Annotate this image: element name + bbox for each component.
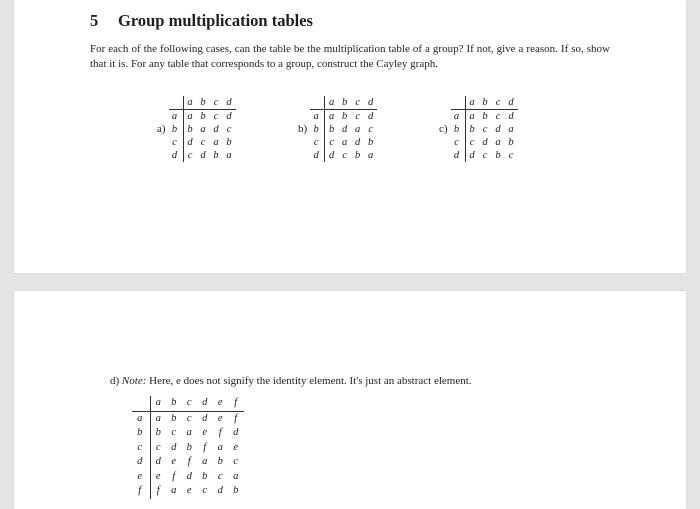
table-cell: c	[233, 456, 239, 467]
table-cell: f	[218, 427, 222, 438]
table-cell: c	[187, 150, 193, 161]
table-cell: c	[213, 111, 219, 122]
column-header-cell: a	[465, 96, 479, 110]
table-cell: a	[469, 111, 475, 122]
table-cell: a	[200, 124, 206, 135]
table-cell: e	[217, 412, 223, 424]
table-row	[169, 123, 236, 136]
column-header-cell: b	[197, 96, 210, 110]
table-cell: a	[226, 150, 232, 161]
row-header-cell: d	[169, 149, 184, 162]
table-cell: e	[171, 456, 177, 467]
row-header-cell: d	[451, 149, 466, 162]
table-cell: c	[482, 124, 488, 135]
table-row	[310, 123, 377, 136]
table-cell: b	[200, 111, 206, 122]
table-header-row	[310, 96, 377, 110]
table-row	[451, 123, 518, 136]
table-cell: a	[329, 111, 335, 122]
table-cell: d	[200, 150, 206, 161]
row-header-cell: c	[310, 136, 325, 149]
table-row	[169, 149, 236, 162]
table-cell: a	[186, 427, 192, 438]
section-number: 5	[90, 11, 99, 30]
table-row	[132, 455, 244, 470]
table-cell: d	[213, 124, 219, 135]
table-cell: b	[187, 124, 193, 135]
row-header-cell: a	[310, 110, 325, 124]
table-cell: c	[155, 441, 161, 453]
table-row	[451, 136, 518, 149]
table-cell: d	[482, 137, 488, 148]
table-cell: b	[233, 485, 239, 496]
table-row	[310, 136, 377, 149]
table-cell: f	[156, 485, 160, 496]
table-cell: a	[233, 470, 239, 482]
table-cell: a	[187, 111, 193, 122]
table-cell: b	[469, 124, 475, 135]
table-header-row	[169, 96, 236, 110]
table-corner-cell	[310, 96, 325, 110]
column-header-cell: d	[505, 96, 518, 110]
table-cell: a	[508, 124, 514, 135]
table-cell: b	[186, 441, 192, 453]
table-header-row	[451, 96, 518, 110]
table-cell: d	[233, 427, 239, 438]
row-header-cell: c	[169, 136, 184, 149]
table-cell: d	[342, 124, 348, 135]
column-header-cell: e	[213, 396, 229, 411]
table-cell: f	[172, 470, 176, 482]
table-cell: c	[495, 111, 501, 122]
column-header-cell: d	[223, 96, 236, 110]
table-cell: b	[226, 137, 232, 148]
column-header-cell: b	[338, 96, 351, 110]
table-cell: d	[202, 412, 208, 424]
table-cell: c	[355, 111, 360, 122]
table-cell: a	[355, 124, 361, 135]
table-a-block	[157, 96, 236, 162]
row-header-cell: f	[132, 484, 150, 499]
table-cell: f	[234, 412, 238, 424]
table-cell: b	[171, 412, 177, 424]
column-header-cell: a	[183, 96, 197, 110]
column-header-cell: d	[197, 396, 213, 411]
column-header-cell: c	[210, 96, 223, 110]
table-cell: d	[155, 456, 161, 467]
table-c-label: c)	[439, 123, 448, 135]
note-lead: Note:	[121, 375, 147, 387]
table-cell: b	[213, 150, 219, 161]
table-cell: c	[217, 470, 223, 482]
table-row	[451, 110, 518, 124]
table-cell: d	[508, 111, 514, 122]
table-cell: c	[508, 150, 514, 161]
table-row	[132, 470, 244, 485]
column-header-cell: c	[351, 96, 364, 110]
part-d-label: d)	[110, 375, 120, 387]
table-cell: f	[203, 441, 207, 453]
cayley-table-c	[451, 96, 518, 162]
table-cell: c	[329, 137, 334, 148]
row-header-cell: b	[169, 123, 184, 136]
table-cell: b	[508, 137, 514, 148]
note-text: Here, e does not signify the identity element. It's just an abstract element.	[149, 375, 472, 387]
table-c-block	[439, 96, 518, 162]
column-header-cell: b	[479, 96, 492, 110]
cayley-table-d	[132, 396, 244, 499]
table-cell: a	[217, 441, 223, 453]
column-header-cell: f	[228, 396, 244, 411]
row-header-cell: a	[132, 411, 150, 426]
table-row	[310, 110, 377, 124]
table-cell: b	[202, 470, 208, 482]
table-cell: e	[155, 470, 161, 482]
table-cell: e	[186, 485, 192, 496]
table-corner-cell	[451, 96, 466, 110]
table-cell: b	[155, 427, 161, 438]
cayley-table-b	[310, 96, 377, 162]
table-cell: b	[495, 150, 501, 161]
table-cell: d	[186, 470, 192, 482]
table-cell: d	[187, 137, 193, 148]
table-row	[451, 149, 518, 162]
row-header-cell: a	[169, 110, 184, 124]
column-header-cell: d	[364, 96, 377, 110]
row-header-cell: d	[310, 149, 325, 162]
table-cell: a	[171, 485, 177, 496]
column-header-cell: c	[492, 96, 505, 110]
table-cell: d	[469, 150, 475, 161]
table-cell: a	[155, 412, 161, 424]
row-header-cell: c	[132, 441, 150, 456]
table-header-row	[132, 396, 244, 411]
row-header-cell: e	[132, 470, 150, 485]
table-b-label: b)	[298, 123, 308, 135]
table-b-block	[298, 96, 377, 162]
table-d-block	[132, 396, 244, 499]
table-cell: d	[217, 485, 223, 496]
table-a-label: a)	[157, 123, 166, 135]
table-cell: d	[226, 111, 232, 122]
table-cell: c	[226, 124, 232, 135]
table-cell: c	[186, 412, 192, 424]
row-header-cell: a	[451, 110, 466, 124]
table-cell: d	[329, 150, 335, 161]
table-cell: d	[171, 441, 177, 453]
table-cell: e	[233, 441, 239, 453]
table-cell: d	[495, 124, 501, 135]
table-cell: e	[202, 427, 208, 438]
table-row	[169, 136, 236, 149]
table-cell: b	[217, 456, 223, 467]
document-page-2	[14, 291, 686, 509]
table-cell: d	[355, 137, 361, 148]
row-header-cell: b	[132, 426, 150, 441]
table-cell: b	[482, 111, 488, 122]
table-cell: c	[171, 427, 177, 438]
table-cell: c	[469, 137, 475, 148]
table-cell: c	[368, 124, 373, 135]
column-header-cell: c	[182, 396, 198, 411]
table-row	[132, 426, 244, 441]
section-heading	[90, 11, 313, 31]
table-cell: f	[187, 456, 191, 467]
table-cell: a	[368, 150, 374, 161]
table-cell: a	[495, 137, 501, 148]
row-header-cell: b	[451, 123, 466, 136]
problem-prompt: For each of the following cases, can the table be the multiplication table of a group? If not, give a reason. If so, show that it is. For any table that corresponds to a group, construct the Cayley graph.	[90, 43, 610, 70]
table-cell: c	[342, 150, 347, 161]
table-row	[169, 110, 236, 124]
table-cell: b	[355, 150, 361, 161]
table-cell: b	[342, 111, 348, 122]
table-cell: d	[368, 111, 374, 122]
table-cell: b	[329, 124, 335, 135]
table-row	[310, 149, 377, 162]
column-header-cell: a	[325, 96, 339, 110]
table-cell: c	[202, 485, 208, 496]
table-corner-cell	[169, 96, 184, 110]
row-header-cell: b	[310, 123, 325, 136]
table-cell: a	[342, 137, 348, 148]
table-cell: b	[368, 137, 374, 148]
row-header-cell: c	[451, 136, 466, 149]
table-cell: a	[202, 456, 208, 467]
column-header-cell: a	[150, 396, 166, 411]
table-row	[132, 441, 244, 456]
row-header-cell: d	[132, 455, 150, 470]
table-corner-cell	[132, 396, 150, 411]
table-row	[132, 411, 244, 426]
table-cell: c	[200, 137, 206, 148]
cayley-table-a	[169, 96, 236, 162]
part-d-note	[110, 375, 472, 387]
table-row	[132, 484, 244, 499]
document-page-1	[14, 0, 686, 273]
table-cell: a	[213, 137, 219, 148]
table-cell: c	[482, 150, 488, 161]
section-title: Group multiplication tables	[118, 11, 313, 30]
column-header-cell: b	[166, 396, 182, 411]
